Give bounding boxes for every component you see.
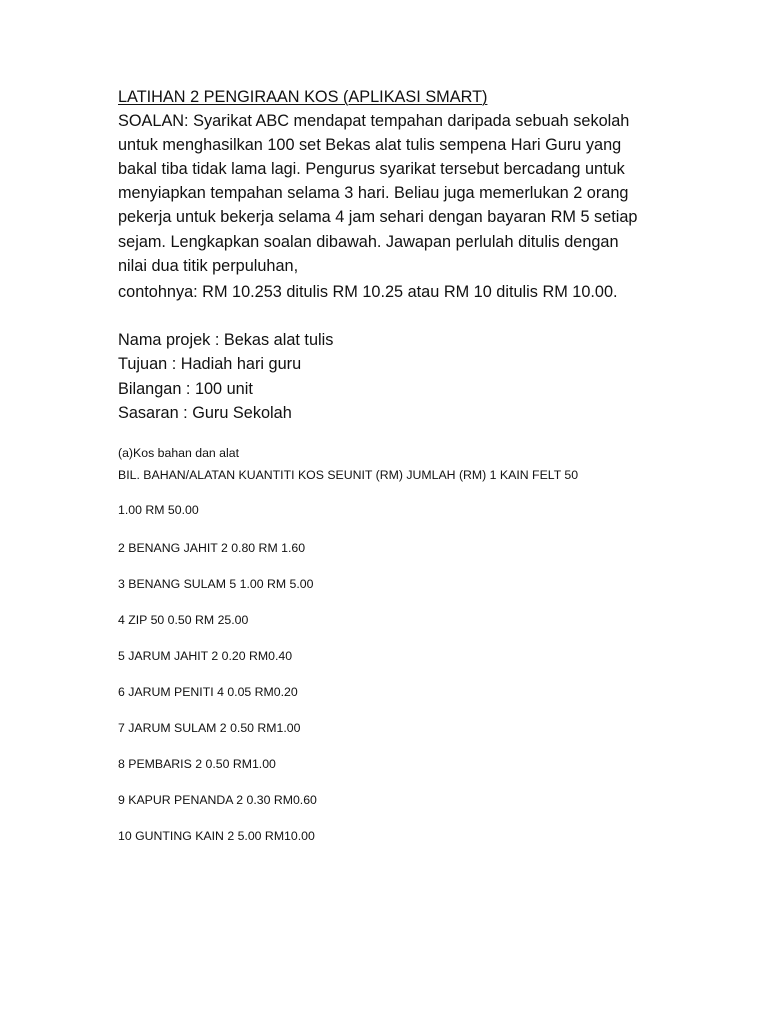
document-title: LATIHAN 2 PENGIRAAN KOS (APLIKASI SMART) [118, 88, 488, 106]
table-row: 10 GUNTING KAIN 2 5.00 RM10.00 [118, 829, 315, 843]
table-header-line: BIL. BAHAN/ALATAN KUANTITI KOS SEUNIT (RM) JUMLAH (RM) 1 KAIN FELT 50 [118, 468, 579, 482]
table-row: 7 JARUM SULAM 2 0.50 RM1.00 [118, 721, 301, 735]
table-row: 1.00 RM 50.00 [118, 503, 199, 517]
question-line: untuk menghasilkan 100 set Bekas alat tulis sempena Hari Guru yang [118, 136, 622, 154]
project-info-line: Bilangan : 100 unit [118, 380, 253, 398]
table-row: 9 KAPUR PENANDA 2 0.30 RM0.60 [118, 793, 317, 807]
question-line: contohnya: RM 10.253 ditulis RM 10.25 atau RM 10 ditulis RM 10.00. [118, 283, 618, 301]
question-line: bakal tiba tidak lama lagi. Pengurus syarikat tersebut bercadang untuk [118, 160, 625, 178]
table-row: 3 BENANG SULAM 5 1.00 RM 5.00 [118, 577, 314, 591]
question-line: sejam. Lengkapkan soalan dibawah. Jawapan perlulah ditulis dengan [118, 233, 619, 251]
section-a-heading: (a)Kos bahan dan alat [118, 446, 240, 460]
question-line: pekerja untuk bekerja selama 4 jam sehari dengan bayaran RM 5 setiap [118, 208, 638, 226]
table-row: 6 JARUM PENITI 4 0.05 RM0.20 [118, 685, 298, 699]
project-info-line: Nama projek : Bekas alat tulis [118, 331, 334, 349]
question-line: nilai dua titik perpuluhan, [118, 257, 299, 275]
project-info-line: Tujuan : Hadiah hari guru [118, 355, 302, 373]
table-row: 8 PEMBARIS 2 0.50 RM1.00 [118, 757, 276, 771]
table-row: 4 ZIP 50 0.50 RM 25.00 [118, 613, 249, 627]
table-row: 5 JARUM JAHIT 2 0.20 RM0.40 [118, 649, 293, 663]
project-info-line: Sasaran : Guru Sekolah [118, 404, 292, 422]
table-row: 2 BENANG JAHIT 2 0.80 RM 1.60 [118, 541, 306, 555]
question-line: menyiapkan tempahan selama 3 hari. Beliau juga memerlukan 2 orang [118, 184, 629, 202]
question-line: SOALAN: Syarikat ABC mendapat tempahan daripada sebuah sekolah [118, 112, 630, 130]
